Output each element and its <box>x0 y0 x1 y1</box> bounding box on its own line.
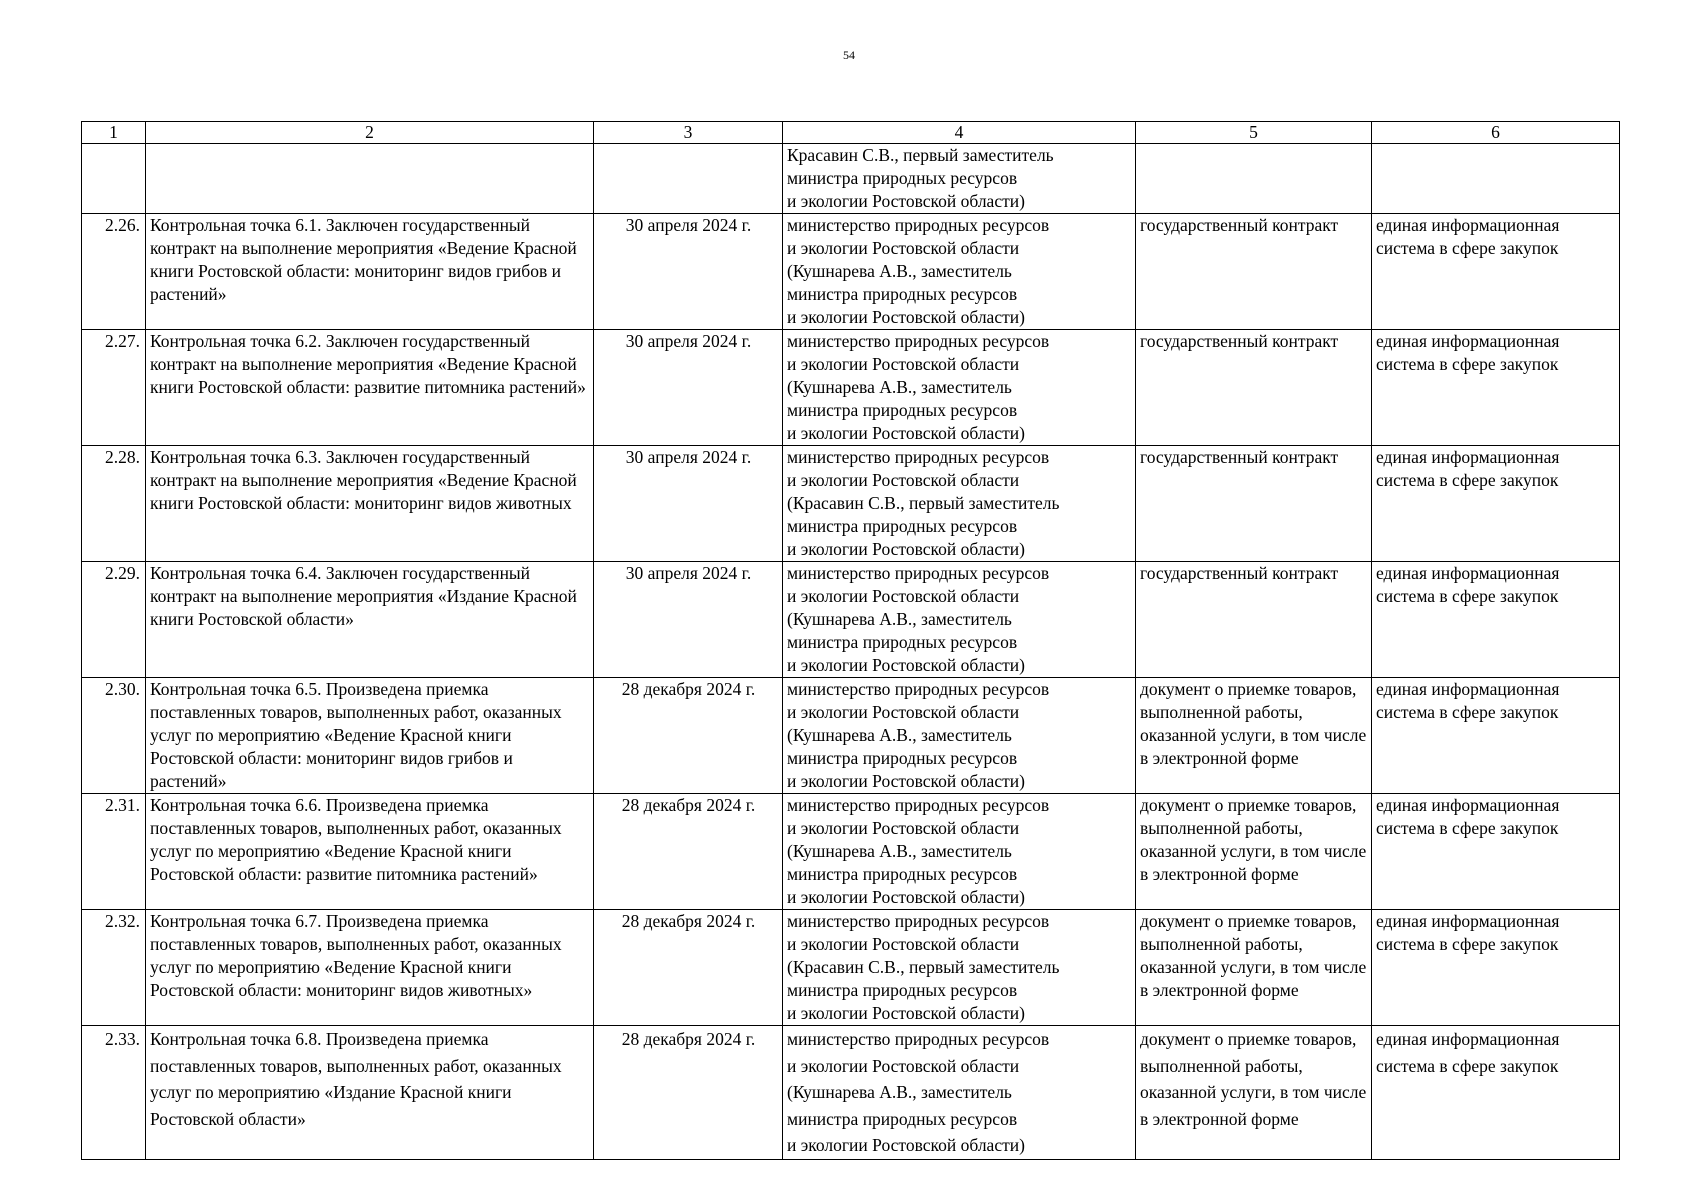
page-number: 54 <box>843 48 855 62</box>
confirming-document-cell: государственный контракт <box>1136 562 1372 678</box>
information-system-cell: единая информационная система в сфере закупок <box>1372 562 1620 678</box>
deadline-date-cell: 30 апреля 2024 г. <box>594 562 783 678</box>
deadline-date-cell <box>594 144 783 214</box>
deadline-date-cell: 30 апреля 2024 г. <box>594 214 783 330</box>
column-number: 3 <box>594 122 783 144</box>
confirming-document-cell: документ о приемке товаров, выполненной работы, оказанной услуги, в том числе в электронной форме <box>1136 678 1372 794</box>
deadline-date-cell: 28 декабря 2024 г. <box>594 678 783 794</box>
confirming-document-cell: государственный контракт <box>1136 446 1372 562</box>
confirming-document-cell: документ о приемке товаров, выполненной работы, оказанной услуги, в том числе в электронной форме <box>1136 910 1372 1026</box>
responsible-executor-cell: министерство природных ресурсов и экологии Ростовской области (Кушнарева А.В., заместитель министра природных ресурсов и экологии Ростовской области) <box>783 1026 1136 1160</box>
information-system-cell: единая информационная система в сфере закупок <box>1372 794 1620 910</box>
row-number-cell: 2.32. <box>82 910 146 1026</box>
control-point-name-cell <box>146 144 594 214</box>
control-point-name-cell: Контрольная точка 6.6. Произведена приемка поставленных товаров, выполненных работ, оказанных услуг по мероприятию «Ведение Красной книги Ростовской области: развитие питомника растений» <box>146 794 594 910</box>
row-number-cell: 2.26. <box>82 214 146 330</box>
control-points-table <box>81 121 1620 1160</box>
information-system-cell: единая информационная система в сфере закупок <box>1372 214 1620 330</box>
information-system-cell: единая информационная система в сфере закупок <box>1372 1026 1620 1160</box>
table-row <box>82 1026 1620 1160</box>
deadline-date-cell: 30 апреля 2024 г. <box>594 446 783 562</box>
responsible-executor-cell: министерство природных ресурсов и экологии Ростовской области (Кушнарева А.В., заместитель министра природных ресурсов и экологии Ростовской области) <box>783 330 1136 446</box>
table-row <box>82 910 1620 1026</box>
row-number-cell: 2.28. <box>82 446 146 562</box>
responsible-executor-cell: министерство природных ресурсов и экологии Ростовской области (Кушнарева А.В., заместитель министра природных ресурсов и экологии Ростовской области) <box>783 794 1136 910</box>
row-number-cell: 2.31. <box>82 794 146 910</box>
column-number-row <box>82 122 1620 144</box>
information-system-cell: единая информационная система в сфере закупок <box>1372 910 1620 1026</box>
confirming-document-cell: документ о приемке товаров, выполненной работы, оказанной услуги, в том числе в электронной форме <box>1136 794 1372 910</box>
row-number-cell: 2.29. <box>82 562 146 678</box>
responsible-executor-cell: министерство природных ресурсов и экологии Ростовской области (Кушнарева А.В., заместитель министра природных ресурсов и экологии Ростовской области) <box>783 678 1136 794</box>
responsible-executor-cell: министерство природных ресурсов и экологии Ростовской области (Красавин С.В., первый заместитель министра природных ресурсов и экологии Ростовской области) <box>783 446 1136 562</box>
column-number: 2 <box>146 122 594 144</box>
row-number-cell: 2.27. <box>82 330 146 446</box>
information-system-cell: единая информационная система в сфере закупок <box>1372 678 1620 794</box>
control-point-name-cell: Контрольная точка 6.2. Заключен государственный контракт на выполнение мероприятия «Ведение Красной книги Ростовской области: развитие питомника растений» <box>146 330 594 446</box>
confirming-document-cell: государственный контракт <box>1136 214 1372 330</box>
deadline-date-cell: 30 апреля 2024 г. <box>594 330 783 446</box>
confirming-document-cell: документ о приемке товаров, выполненной работы, оказанной услуги, в том числе в электронной форме <box>1136 1026 1372 1160</box>
table-row <box>82 446 1620 562</box>
confirming-document-cell: государственный контракт <box>1136 330 1372 446</box>
information-system-cell: единая информационная система в сфере закупок <box>1372 330 1620 446</box>
confirming-document-cell <box>1136 144 1372 214</box>
responsible-executor-cell: министерство природных ресурсов и экологии Ростовской области (Кушнарева А.В., заместитель министра природных ресурсов и экологии Ростовской области) <box>783 214 1136 330</box>
control-point-name-cell: Контрольная точка 6.7. Произведена приемка поставленных товаров, выполненных работ, оказанных услуг по мероприятию «Ведение Красной книги Ростовской области: мониторинг видов животных» <box>146 910 594 1026</box>
deadline-date-cell: 28 декабря 2024 г. <box>594 794 783 910</box>
control-point-name-cell: Контрольная точка 6.4. Заключен государственный контракт на выполнение мероприятия «Издание Красной книги Ростовской области» <box>146 562 594 678</box>
table-row <box>82 144 1620 214</box>
deadline-date-cell: 28 декабря 2024 г. <box>594 1026 783 1160</box>
table-body <box>82 122 1620 1160</box>
deadline-date-cell: 28 декабря 2024 г. <box>594 910 783 1026</box>
row-number-cell: 2.30. <box>82 678 146 794</box>
responsible-executor-cell: Красавин С.В., первый заместитель министра природных ресурсов и экологии Ростовской области) <box>783 144 1136 214</box>
information-system-cell <box>1372 144 1620 214</box>
table-row <box>82 678 1620 794</box>
information-system-cell: единая информационная система в сфере закупок <box>1372 446 1620 562</box>
column-number: 4 <box>783 122 1136 144</box>
control-point-name-cell: Контрольная точка 6.8. Произведена приемка поставленных товаров, выполненных работ, оказанных услуг по мероприятию «Издание Красной книги Ростовской области» <box>146 1026 594 1160</box>
control-point-name-cell: Контрольная точка 6.1. Заключен государственный контракт на выполнение мероприятия «Ведение Красной книги Ростовской области: мониторинг видов грибов и растений» <box>146 214 594 330</box>
table-row <box>82 794 1620 910</box>
row-number-cell: 2.33. <box>82 1026 146 1160</box>
table-row <box>82 330 1620 446</box>
row-number-cell <box>82 144 146 214</box>
table-row <box>82 214 1620 330</box>
table-row <box>82 562 1620 678</box>
responsible-executor-cell: министерство природных ресурсов и экологии Ростовской области (Кушнарева А.В., заместитель министра природных ресурсов и экологии Ростовской области) <box>783 562 1136 678</box>
column-number: 5 <box>1136 122 1372 144</box>
column-number: 1 <box>82 122 146 144</box>
responsible-executor-cell: министерство природных ресурсов и экологии Ростовской области (Красавин С.В., первый заместитель министра природных ресурсов и экологии Ростовской области) <box>783 910 1136 1026</box>
control-point-name-cell: Контрольная точка 6.5. Произведена приемка поставленных товаров, выполненных работ, оказанных услуг по мероприятию «Ведение Красной книги Ростовской области: мониторинг видов грибов и растений» <box>146 678 594 794</box>
control-point-name-cell: Контрольная точка 6.3. Заключен государственный контракт на выполнение мероприятия «Ведение Красной книги Ростовской области: мониторинг видов животных <box>146 446 594 562</box>
column-number: 6 <box>1372 122 1620 144</box>
